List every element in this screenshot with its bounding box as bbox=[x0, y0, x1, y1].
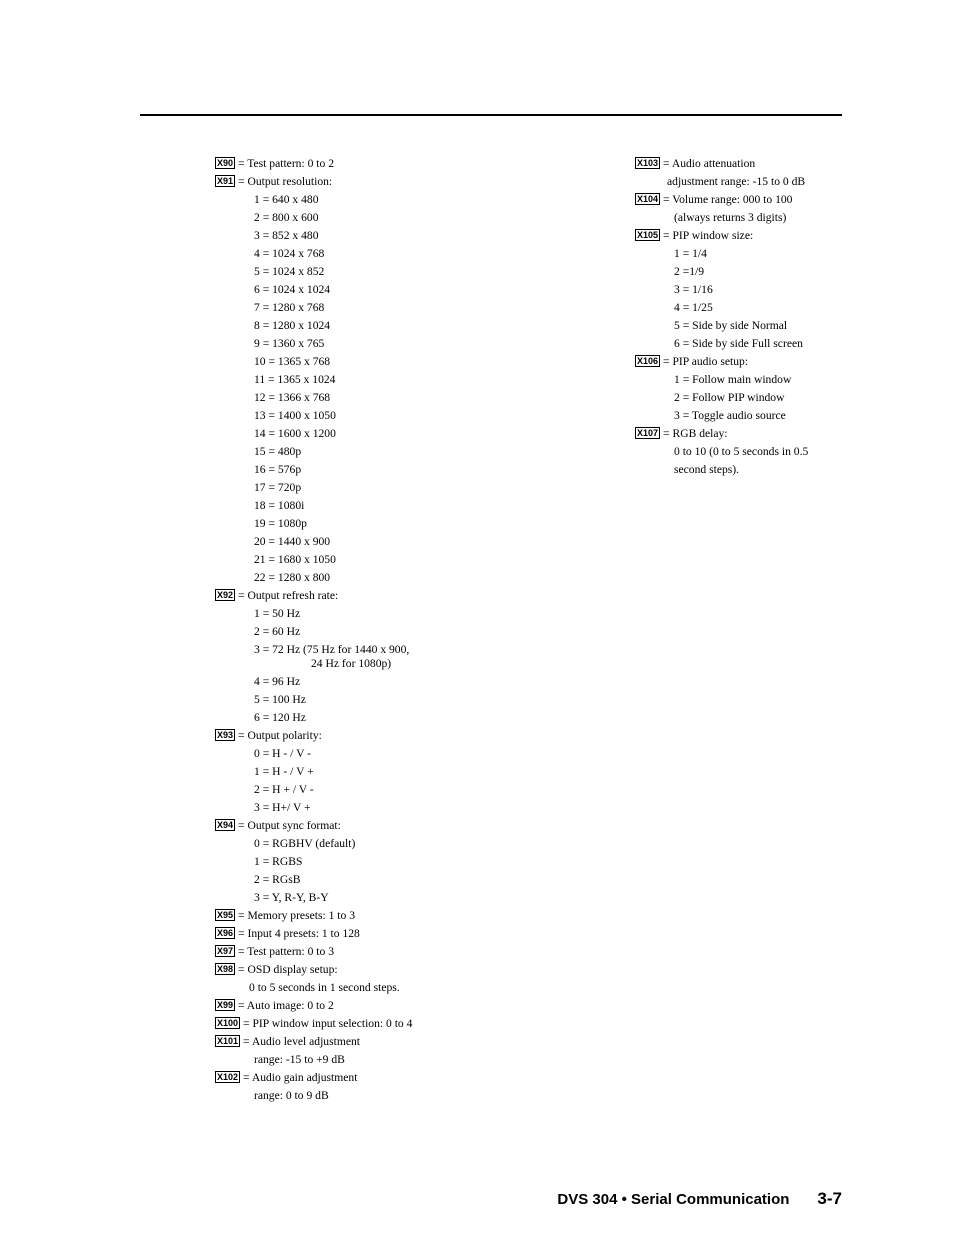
option-value-continuation: 24 Hz for 1080p) bbox=[311, 657, 392, 670]
option-value: 3 = 1/16 bbox=[674, 283, 713, 296]
command-variable-entry bbox=[215, 997, 334, 1015]
option-value: 8 = 1280 x 1024 bbox=[254, 319, 331, 332]
option-value: 16 = 576p bbox=[254, 463, 302, 476]
option-value: 20 = 1440 x 900 bbox=[254, 535, 331, 548]
command-variable-entry bbox=[635, 425, 728, 443]
variable-code-box: X98 bbox=[217, 964, 234, 974]
page-number: 3-7 bbox=[817, 1189, 842, 1208]
variable-code-box: X100 bbox=[217, 1018, 239, 1028]
option-value: 22 = 1280 x 800 bbox=[254, 571, 331, 584]
variable-description: = Output sync format: bbox=[238, 819, 341, 832]
variable-code-box: X92 bbox=[217, 590, 234, 600]
option-value: 5 = 100 Hz bbox=[254, 693, 306, 706]
header-rule bbox=[140, 114, 842, 116]
command-variable-entry bbox=[635, 155, 755, 173]
option-value: range: -15 to +9 dB bbox=[254, 1053, 345, 1066]
command-variable-entry bbox=[215, 1033, 360, 1051]
variable-description: = Audio gain adjustment bbox=[243, 1071, 358, 1084]
variable-description: = PIP audio setup: bbox=[663, 355, 749, 368]
option-value: 1 = H - / V + bbox=[254, 765, 314, 778]
variable-code-box: X101 bbox=[217, 1036, 239, 1046]
option-value: 3 = H+/ V + bbox=[254, 801, 311, 814]
command-variable-entry bbox=[635, 227, 753, 245]
option-value: 6 = 120 Hz bbox=[254, 711, 306, 724]
option-value: 2 = 800 x 600 bbox=[254, 211, 319, 224]
option-value: 6 = Side by side Full screen bbox=[674, 337, 803, 350]
variable-code-box: X96 bbox=[217, 928, 234, 938]
variable-code-box: X103 bbox=[637, 158, 659, 168]
variable-description: = Output polarity: bbox=[238, 729, 322, 742]
option-value: 0 to 10 (0 to 5 seconds in 0.5 bbox=[674, 445, 809, 458]
page-footer bbox=[557, 1189, 842, 1209]
variable-description: = Output refresh rate: bbox=[238, 589, 339, 602]
variable-description: = Auto image: 0 to 2 bbox=[238, 999, 334, 1012]
option-value: 0 = RGBHV (default) bbox=[254, 837, 356, 850]
option-value: 1 = 50 Hz bbox=[254, 607, 301, 620]
option-value: 11 = 1365 x 1024 bbox=[254, 373, 336, 386]
option-value: 2 =1/9 bbox=[674, 265, 705, 278]
option-value: 4 = 1/25 bbox=[674, 301, 713, 314]
option-value: 14 = 1600 x 1200 bbox=[254, 427, 336, 440]
option-value: 4 = 1024 x 768 bbox=[254, 247, 325, 260]
command-variable-entry bbox=[215, 961, 338, 979]
option-value: 19 = 1080p bbox=[254, 517, 307, 530]
command-variable-entry bbox=[215, 173, 332, 191]
variable-description: = RGB delay: bbox=[663, 427, 728, 440]
option-value: 4 = 96 Hz bbox=[254, 675, 301, 688]
command-variable-entry bbox=[635, 191, 792, 209]
command-variable-entry bbox=[215, 943, 334, 961]
option-value: 2 = 60 Hz bbox=[254, 625, 301, 638]
variable-code-box: X97 bbox=[217, 946, 234, 956]
variable-description: = Audio attenuation bbox=[663, 157, 756, 170]
option-value: 2 = Follow PIP window bbox=[674, 391, 785, 404]
option-value: 9 = 1360 x 765 bbox=[254, 337, 325, 350]
variable-description: = Audio level adjustment bbox=[243, 1035, 361, 1048]
command-variable-entry bbox=[215, 817, 341, 835]
option-value: 5 = 1024 x 852 bbox=[254, 265, 325, 278]
variable-code-box: X95 bbox=[217, 910, 234, 920]
variable-code-box: X91 bbox=[217, 176, 234, 186]
variable-code-box: X90 bbox=[217, 158, 234, 168]
variable-description: = Memory presets: 1 to 3 bbox=[238, 909, 356, 922]
variable-code-box: X99 bbox=[217, 1000, 234, 1010]
variable-code-box: X104 bbox=[637, 194, 659, 204]
option-value: 7 = 1280 x 768 bbox=[254, 301, 325, 314]
description-continuation: adjustment range: -15 to 0 dB bbox=[667, 175, 806, 188]
option-value: 18 = 1080i bbox=[254, 499, 305, 512]
option-value: 1 = 1/4 bbox=[674, 247, 707, 260]
variable-description: = Test pattern: 0 to 2 bbox=[238, 157, 335, 170]
footer-title: DVS 304 • Serial Communication bbox=[557, 1191, 790, 1208]
option-value: 1 = 640 x 480 bbox=[254, 193, 319, 206]
option-value: (always returns 3 digits) bbox=[674, 211, 787, 224]
variable-code-box: X106 bbox=[637, 356, 659, 366]
option-value: 0 = H - / V - bbox=[254, 747, 311, 760]
option-value: 3 = 852 x 480 bbox=[254, 229, 319, 242]
variable-description: = Output resolution: bbox=[238, 175, 333, 188]
description-continuation: 0 to 5 seconds in 1 second steps. bbox=[249, 981, 400, 994]
command-variable-entry bbox=[215, 907, 355, 925]
option-value: range: 0 to 9 dB bbox=[254, 1089, 329, 1102]
variable-description: = Input 4 presets: 1 to 128 bbox=[238, 927, 360, 940]
option-value: 5 = Side by side Normal bbox=[674, 319, 788, 332]
command-variable-entry bbox=[215, 155, 334, 173]
variable-code-box: X102 bbox=[217, 1072, 239, 1082]
variable-description: = PIP window size: bbox=[663, 229, 754, 242]
option-value: 13 = 1400 x 1050 bbox=[254, 409, 336, 422]
option-value: 15 = 480p bbox=[254, 445, 302, 458]
option-value: 6 = 1024 x 1024 bbox=[254, 283, 331, 296]
option-value: 17 = 720p bbox=[254, 481, 302, 494]
command-variable-entry bbox=[215, 1015, 412, 1033]
command-variable-entry bbox=[215, 727, 322, 745]
option-value: 3 = Y, R-Y, B-Y bbox=[254, 891, 329, 904]
variable-code-box: X94 bbox=[217, 820, 234, 830]
variable-description: = Volume range: 000 to 100 bbox=[663, 193, 793, 206]
option-value: 2 = H + / V - bbox=[254, 783, 314, 796]
command-variable-entry bbox=[215, 1069, 357, 1087]
option-value: 1 = Follow main window bbox=[674, 373, 792, 386]
option-value: 2 = RGsB bbox=[254, 873, 301, 886]
option-value: 1 = RGBS bbox=[254, 855, 303, 868]
command-variable-entry bbox=[635, 353, 748, 371]
variable-description: = Test pattern: 0 to 3 bbox=[238, 945, 335, 958]
variable-code-box: X107 bbox=[637, 428, 659, 438]
option-value: second steps). bbox=[674, 463, 740, 476]
option-value: 3 = 72 Hz (75 Hz for 1440 x 900, bbox=[254, 643, 410, 656]
option-value: 10 = 1365 x 768 bbox=[254, 355, 331, 368]
variable-description: = OSD display setup: bbox=[238, 963, 338, 976]
option-value: 3 = Toggle audio source bbox=[674, 409, 786, 422]
command-variable-entry bbox=[215, 925, 360, 943]
variable-description: = PIP window input selection: 0 to 4 bbox=[243, 1017, 413, 1030]
option-value: 12 = 1366 x 768 bbox=[254, 391, 331, 404]
variable-code-box: X105 bbox=[637, 230, 659, 240]
option-value: 21 = 1680 x 1050 bbox=[254, 553, 336, 566]
variable-code-box: X93 bbox=[217, 730, 234, 740]
command-variable-entry bbox=[215, 587, 338, 605]
